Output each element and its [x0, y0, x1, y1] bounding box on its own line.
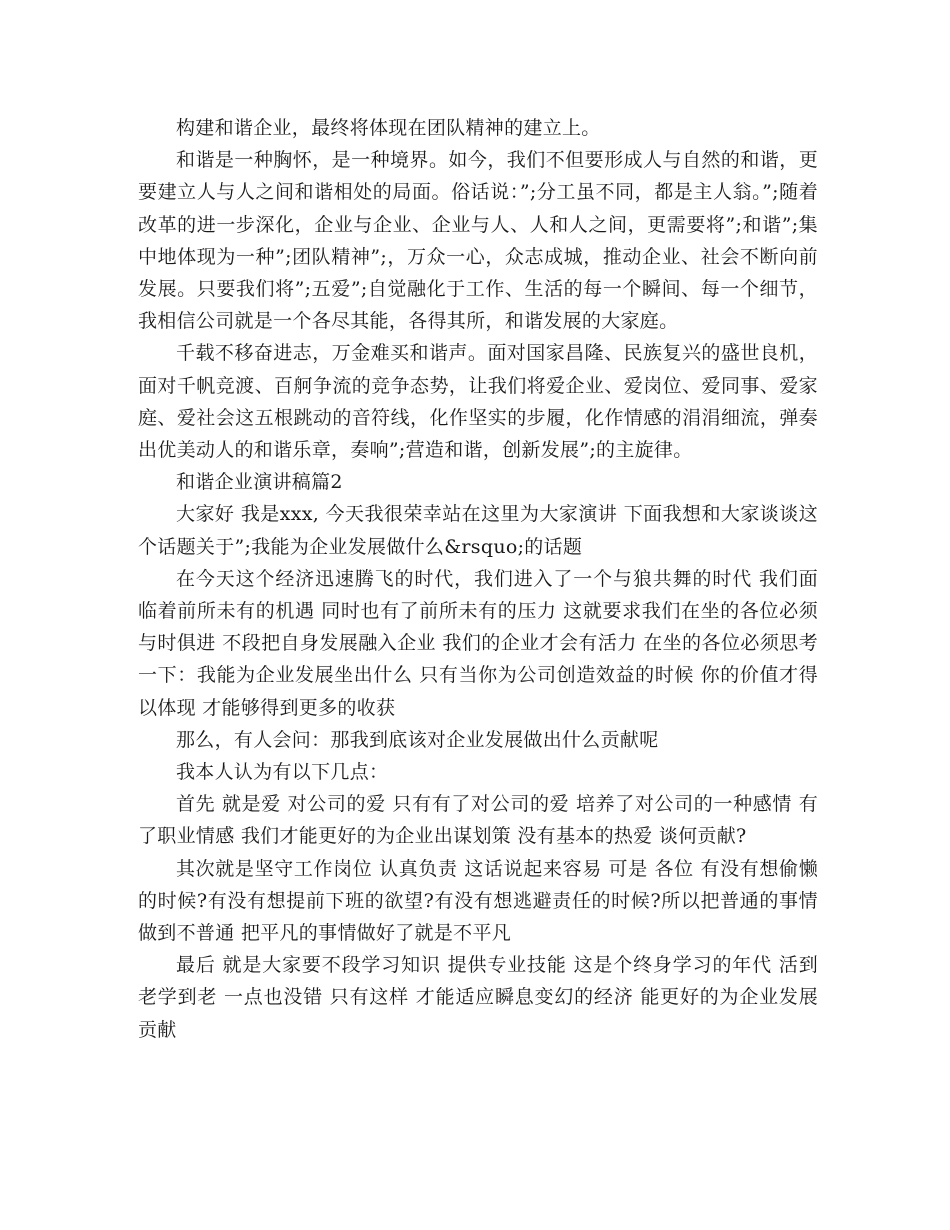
- paragraph-7: 我本人认为有以下几点：: [176, 761, 389, 784]
- paragraph-3: 千载不移奋进志，万金难买和谐声。面对国家昌隆、民族复兴的盛世良机，面对千帆竞渡、百舸争流的竞争态势，让我们将爱企业、爱岗位、爱同事、爱家庭、爱社会这五根跳动的音符线，化作坚实的步履，化作情感的涓涓细流，弹奏出优美动人的和谐乐章，奏响”;营造和谐，创新发展”;的主旋律。: [138, 342, 818, 462]
- paragraph-5: 在今天这个经济迅速腾飞的时代，我们进入了一个与狼共舞的时代 我们面临着前所未有的机遇 同时也有了前所未有的压力 这就要求我们在坐的各位必须与时俱进 不段把自身发展融入企业 我们的企业才会有活力 在坐的各位必须思考一下：我能为企业发展坐出什么 只有当你为公司创造效益的时候 你的价值才得以体现 才能够得到更多的收获: [138, 567, 818, 719]
- document-page: [138, 112, 818, 1046]
- paragraph-8: 首先 就是爱 对公司的爱 只有有了对公司的爱 培养了对公司的一种感情 有了职业情感 我们才能更好的为企业出谋划策 没有基本的热爱 谈何贡献?: [138, 793, 818, 848]
- paragraph-4: 大家好 我是xxx, 今天我很荣幸站在这里为大家演讲 下面我想和大家谈谈这个话题关于”;我能为企业发展做什么&rsquo;的话题: [138, 503, 818, 558]
- section-heading: 和谐企业演讲稿篇2: [176, 471, 343, 494]
- paragraph-6: 那么，有人会问：那我到底该对企业发展做出什么贡献呢: [176, 728, 659, 751]
- paragraph-9: 其次就是坚守工作岗位 认真负责 这话说起来容易 可是 各位 有没有想偷懒的时候?有没有想提前下班的欲望?有没有想逃避责任的时候?所以把普通的事情做到不普通 把平凡的事情做好了就是不平凡: [138, 857, 818, 945]
- paragraph-2: 和谐是一种胸怀，是一种境界。如今，我们不但要形成人与自然的和谐，更要建立人与人之间和谐相处的局面。俗话说：”;分工虽不同，都是主人翁。”;随着改革的进一步深化，企业与企业、企业与人、人和人之间，更需要将”;和谐”;集中地体现为一种”;团队精神”;，万众一心，众志成城，推动企业、社会不断向前发展。只要我们将”;五爱”;自觉融化于工作、生活的每一个瞬间、每一个细节，我相信公司就是一个各尽其能，各得其所，和谐发展的大家庭。: [138, 149, 818, 333]
- paragraph-1: 构建和谐企业，最终将体现在团队精神的建立上。: [176, 117, 601, 139]
- paragraph-10: 最后 就是大家要不段学习知识 提供专业技能 这是个终身学习的年代 活到老学到老 一点也没错 只有这样 才能适应瞬息变幻的经济 能更好的为企业发展贡献: [138, 954, 818, 1041]
